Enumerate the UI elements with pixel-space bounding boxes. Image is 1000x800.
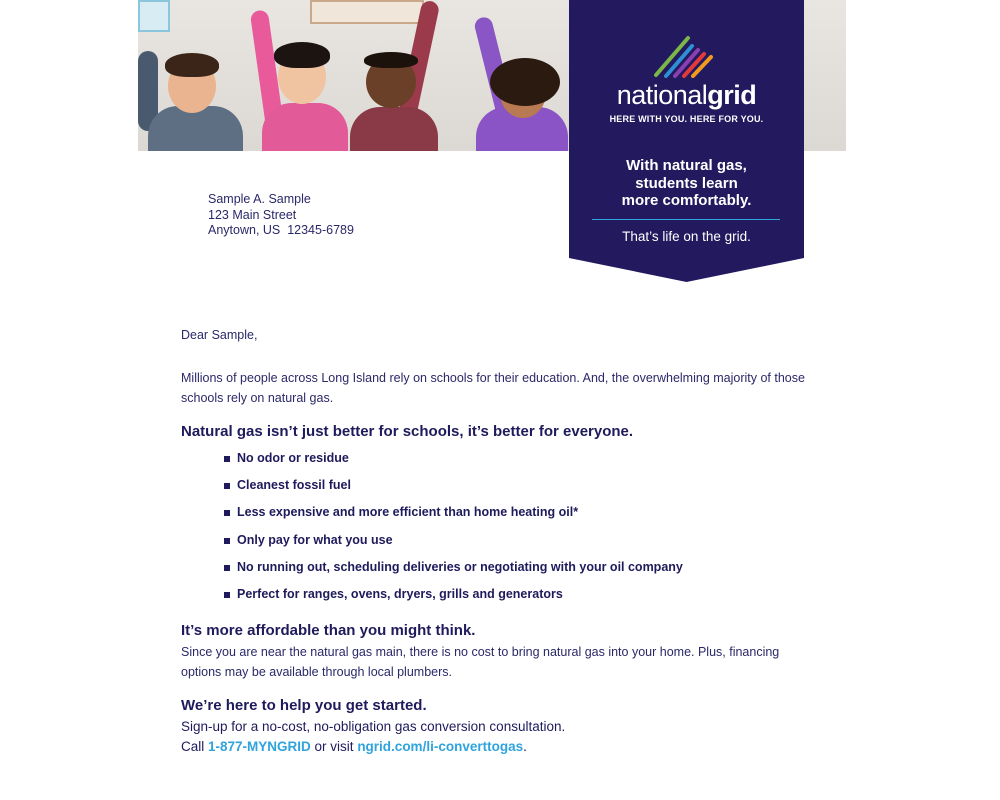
bullet-square-icon	[224, 510, 230, 516]
letter-greeting: Dear Sample,	[181, 328, 258, 342]
banner-headline-line: students learn	[635, 174, 738, 192]
list-item-text: No running out, scheduling deliveries or negotiating with your oil company	[237, 559, 683, 574]
list-item	[224, 533, 683, 560]
list-item-text: No odor or residue	[237, 451, 349, 465]
visit-text: or visit	[310, 739, 358, 754]
brand-tagline: HERE WITH YOU. HERE FOR YOU.	[609, 114, 764, 124]
benefits-list	[224, 451, 683, 614]
child-figure	[138, 31, 248, 151]
website-link[interactable]: ngrid.com/li-converttogas	[357, 739, 524, 754]
bullet-square-icon	[224, 483, 230, 489]
national-grid-logo-icon	[654, 35, 716, 79]
recipient-city: Anytown, US 12345-6789	[208, 223, 354, 237]
intro-paragraph: Millions of people across Long Island rely on schools for their education. And, the overwhelming majority of those schools rely on natural gas.	[181, 371, 805, 405]
get-started-heading: We’re here to help you get started.	[181, 697, 427, 714]
wall-chart	[138, 0, 170, 32]
recipient-name: Sample A. Sample	[208, 192, 311, 206]
recipient-street: 123 Main Street	[208, 207, 297, 222]
banner-divider	[592, 219, 780, 220]
banner-headline-line: more comfortably.	[621, 192, 752, 209]
child-figure	[250, 0, 350, 151]
bullet-square-icon	[224, 456, 230, 462]
consultation-line: Sign-up for a no-cost, no-obligation gas conversion consultation.	[181, 719, 566, 734]
phone-link[interactable]: 1-877-MYNGRID	[208, 739, 311, 754]
list-item	[224, 451, 683, 478]
affordability-paragraph: Since you are near the natural gas main, there is no cost to bring natural gas into your home. Plus, financing options may be available through local plumbers.	[181, 645, 780, 679]
list-item-text: Cleanest fossil fuel	[237, 478, 351, 493]
contact-end: .	[523, 739, 527, 754]
child-figure	[468, 0, 570, 151]
list-item	[224, 478, 683, 505]
list-item	[224, 587, 683, 614]
child-figure	[346, 0, 446, 151]
banner-headline-line: With natural gas,	[626, 157, 747, 174]
list-item	[224, 505, 683, 532]
bullet-square-icon	[224, 538, 230, 544]
benefits-heading: Natural gas isn’t just better for schools, it’s better for everyone.	[181, 423, 634, 440]
brand-wordmark	[569, 80, 804, 111]
banner-slogan: That’s life on the grid.	[622, 229, 751, 244]
recipient-address	[208, 192, 354, 239]
list-item	[224, 560, 683, 587]
banner-headline	[569, 157, 804, 210]
bullet-square-icon	[224, 592, 230, 598]
bullet-square-icon	[224, 565, 230, 571]
call-prefix: Call	[181, 739, 209, 754]
affordability-heading: It’s more affordable than you might think.	[181, 622, 476, 639]
list-item-text: Less expensive and more efficient than home heating oil*	[237, 505, 579, 520]
brand-name-light: national	[616, 80, 708, 110]
list-item-text: Only pay for what you use	[237, 532, 393, 547]
brand-name-bold: grid	[707, 80, 757, 110]
contact-line	[181, 739, 527, 754]
list-item-text: Perfect for ranges, ovens, dryers, grills and generators	[237, 586, 563, 601]
